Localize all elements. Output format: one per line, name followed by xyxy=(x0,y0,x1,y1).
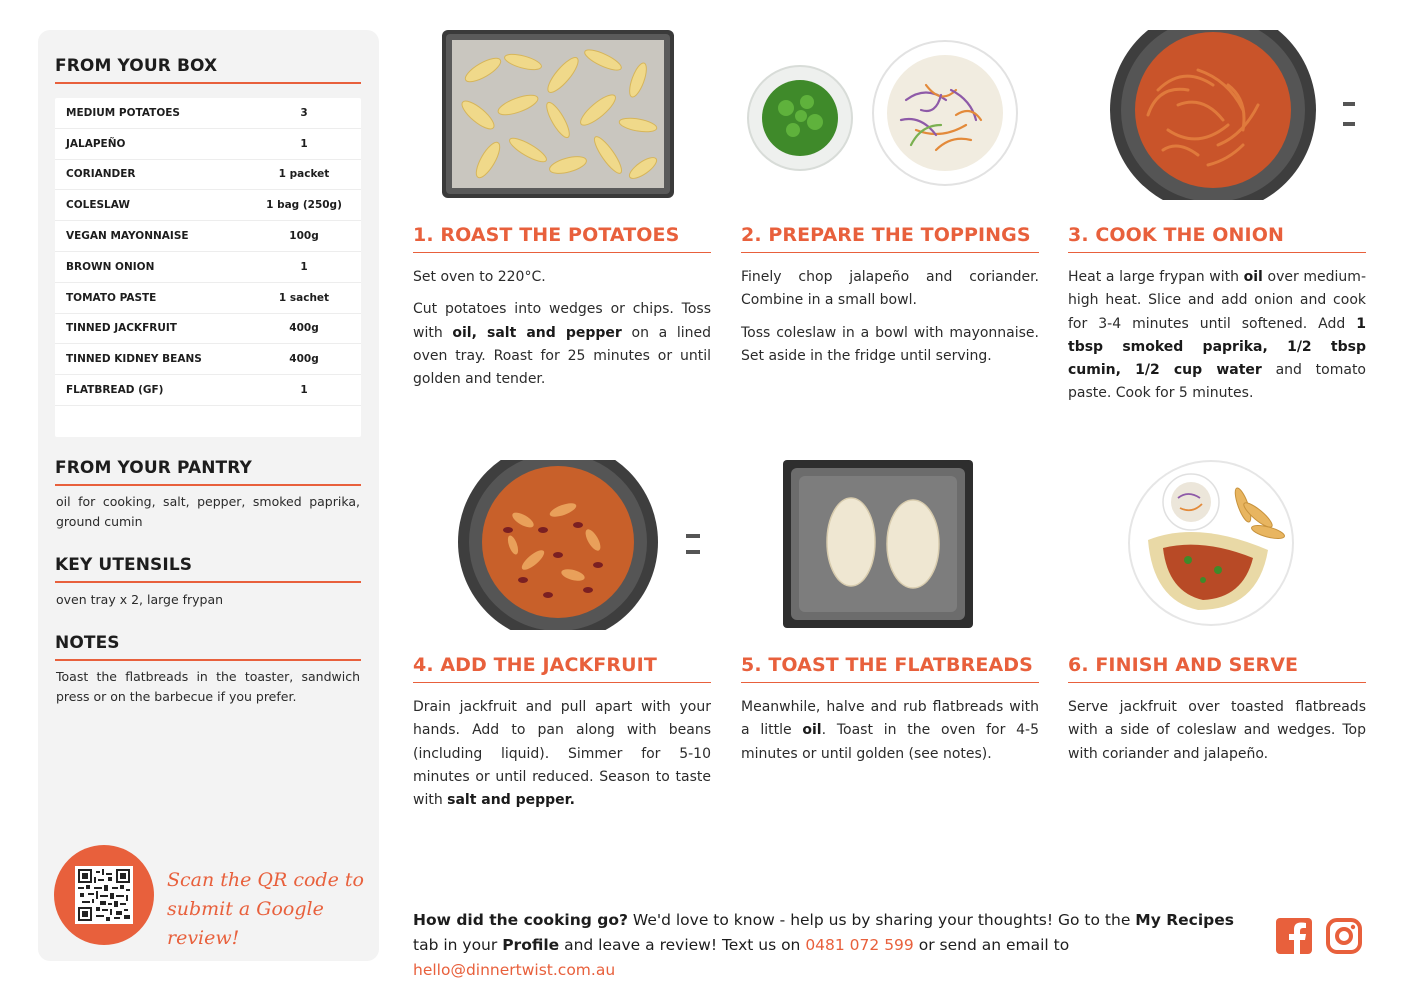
ingredient-row xyxy=(55,221,361,252)
step-3-body xyxy=(1068,266,1366,415)
pantry-text: oil for cooking, salt, pepper, smoked paprika, ground cumin xyxy=(56,494,360,529)
footer-question: How did the cooking go? xyxy=(413,911,628,929)
bold-ingredient-text: 1 tbsp smoked paprika, 1/2 tbsp cumin, 1/2 cup water xyxy=(1068,315,1366,379)
jackfruit-beans-frypan-image xyxy=(413,460,711,630)
ingredient-name: JALAPEÑO xyxy=(66,137,126,150)
step-paragraph xyxy=(1068,696,1366,766)
ingredient-name: VEGAN MAYONNAISE xyxy=(66,230,189,243)
ingredient-quantity: 3 xyxy=(300,106,308,119)
ingredient-quantity: 1 sachet xyxy=(278,291,330,304)
footer-profile: Profile xyxy=(502,936,560,954)
step-5-title: 5. TOAST THE FLATBREADS xyxy=(741,654,1039,683)
qr-code[interactable] xyxy=(75,866,133,924)
notes-text: Toast the flatbreads in the toaster, sandwich press or on the barbecue if you prefer. xyxy=(56,669,360,704)
step-text: Set oven to 220°C. xyxy=(413,269,546,285)
step-3-title: 3. COOK THE ONION xyxy=(1068,224,1366,253)
ingredient-name: TOMATO PASTE xyxy=(66,291,157,304)
bold-ingredient-text: oil xyxy=(1243,269,1263,285)
ingredient-quantity: 1 xyxy=(300,384,308,397)
step-1-body xyxy=(413,266,711,400)
ingredient-row xyxy=(55,283,361,314)
onion-in-frypan-image xyxy=(1068,30,1366,200)
footer-text-2: tab in your xyxy=(413,936,503,954)
ingredient-name: TINNED JACKFRUIT xyxy=(66,322,177,335)
ingredient-row xyxy=(55,190,361,221)
ingredient-name: FLATBREAD (GF) xyxy=(66,384,164,397)
coriander-bowl-and-coleslaw-image xyxy=(741,30,1039,200)
ingredient-quantity: 400g xyxy=(289,353,319,366)
utensils-text: oven tray x 2, large frypan xyxy=(56,592,224,607)
step-paragraph xyxy=(413,298,711,391)
step-paragraph xyxy=(1068,266,1366,406)
qr-code-badge[interactable] xyxy=(54,845,154,945)
ingredient-row xyxy=(55,160,361,191)
footer-text-3: and leave a review! Text us on xyxy=(559,936,806,954)
step-text: Serve jackfruit over toasted flatbreads with a side of coleslaw and wedges. Top with coriander and jalapeño. xyxy=(1068,699,1366,762)
step-text: Heat a large frypan with xyxy=(1068,269,1244,285)
pantry-section-title: FROM YOUR PANTRY xyxy=(55,458,361,486)
step-text: over medium-high heat. Slice and add onion and cook for 3-4 minutes until softened. Add xyxy=(1068,269,1366,332)
step-text: Drain jackfruit and pull apart with your hands. Add to pan along with beans (including liquid). Simmer for 5-10 minutes or until reduced. Season to taste with xyxy=(413,699,711,809)
qr-line-2: submit a Google review! xyxy=(167,898,324,949)
ingredient-name: BROWN ONION xyxy=(66,260,155,273)
step-2-body xyxy=(741,266,1039,377)
flatbreads-oven-tray-image xyxy=(741,460,1039,630)
bold-ingredient-text: oil xyxy=(802,722,822,739)
step-text: Cut potatoes into wedges or chips. Toss with xyxy=(413,301,711,341)
ingredient-name: TINNED KIDNEY BEANS xyxy=(66,353,202,366)
qr-code-icon xyxy=(78,869,130,921)
ingredient-quantity: 1 packet xyxy=(278,168,330,181)
footer-email-link[interactable]: hello@dinnertwist.com.au xyxy=(413,961,616,979)
step-paragraph xyxy=(741,266,1039,313)
step-text: on a lined oven tray. Roast for 25 minutes or until golden and tender. xyxy=(413,324,712,388)
qr-review-prompt xyxy=(167,866,367,953)
box-section-title: FROM YOUR BOX xyxy=(55,56,361,84)
qr-line-1: Scan the QR code to xyxy=(167,869,364,891)
ingredient-quantity: 100g xyxy=(289,230,319,243)
step-5-body xyxy=(741,696,1039,775)
ingredient-name: COLESLAW xyxy=(66,199,130,212)
ingredient-quantity: 1 xyxy=(300,260,308,273)
step-paragraph xyxy=(741,696,1039,766)
ingredient-row xyxy=(55,129,361,160)
feedback-footer xyxy=(413,908,1258,983)
footer-text-1: We'd love to know - help us by sharing your thoughts! Go to the xyxy=(627,911,1136,929)
ingredient-quantity: 1 bag (250g) xyxy=(266,199,342,212)
ingredients-sidebar xyxy=(38,30,379,961)
step-1-title: 1. ROAST THE POTATOES xyxy=(413,224,711,253)
step-6-title: 6. FINISH AND SERVE xyxy=(1068,654,1366,683)
ingredient-row xyxy=(55,344,361,375)
box-ingredients-table xyxy=(55,98,361,437)
step-text: . Toast in the oven for 4-5 minutes or until golden (see notes). xyxy=(741,722,1039,762)
ingredient-row xyxy=(55,252,361,283)
step-paragraph xyxy=(413,696,711,812)
instagram-icon[interactable] xyxy=(1326,918,1362,954)
facebook-icon[interactable] xyxy=(1276,918,1312,954)
step-2-title: 2. PREPARE THE TOPPINGS xyxy=(741,224,1039,253)
step-4-body xyxy=(413,696,711,821)
step-paragraph xyxy=(413,266,711,289)
ingredient-row xyxy=(55,314,361,345)
ingredient-row xyxy=(55,375,361,406)
ingredient-name: CORIANDER xyxy=(66,168,136,181)
ingredient-row xyxy=(55,98,361,129)
step-text: Meanwhile, halve and rub flatbreads with a little xyxy=(741,699,1039,739)
footer-text-4: or send an email to xyxy=(913,936,1070,954)
bold-ingredient-text: salt and pepper. xyxy=(447,792,575,809)
step-6-body xyxy=(1068,696,1366,775)
step-4-title: 4. ADD THE JACKFRUIT xyxy=(413,654,711,683)
roasted-potato-wedges-tray-image xyxy=(413,30,711,200)
footer-my-recipes: My Recipes xyxy=(1135,911,1234,929)
bold-ingredient-text: oil, salt and pepper xyxy=(452,324,622,341)
ingredient-name: MEDIUM POTATOES xyxy=(66,106,180,119)
ingredient-quantity: 400g xyxy=(289,322,319,335)
step-text: Toss coleslaw in a bowl with mayonnaise. Set aside in the fridge until serving. xyxy=(741,324,1039,364)
step-text: and tomato paste. Cook for 5 minutes. xyxy=(1068,362,1366,402)
ingredient-quantity: 1 xyxy=(300,137,308,150)
footer-phone-link[interactable]: 0481 072 599 xyxy=(805,936,914,954)
plated-jackfruit-flatbread-image xyxy=(1068,460,1366,630)
utensils-section-title: KEY UTENSILS xyxy=(55,555,361,583)
step-paragraph xyxy=(741,322,1039,369)
step-text: Finely chop jalapeño and coriander. Combine in a small bowl. xyxy=(741,269,1039,309)
notes-section-title: NOTES xyxy=(55,633,361,661)
